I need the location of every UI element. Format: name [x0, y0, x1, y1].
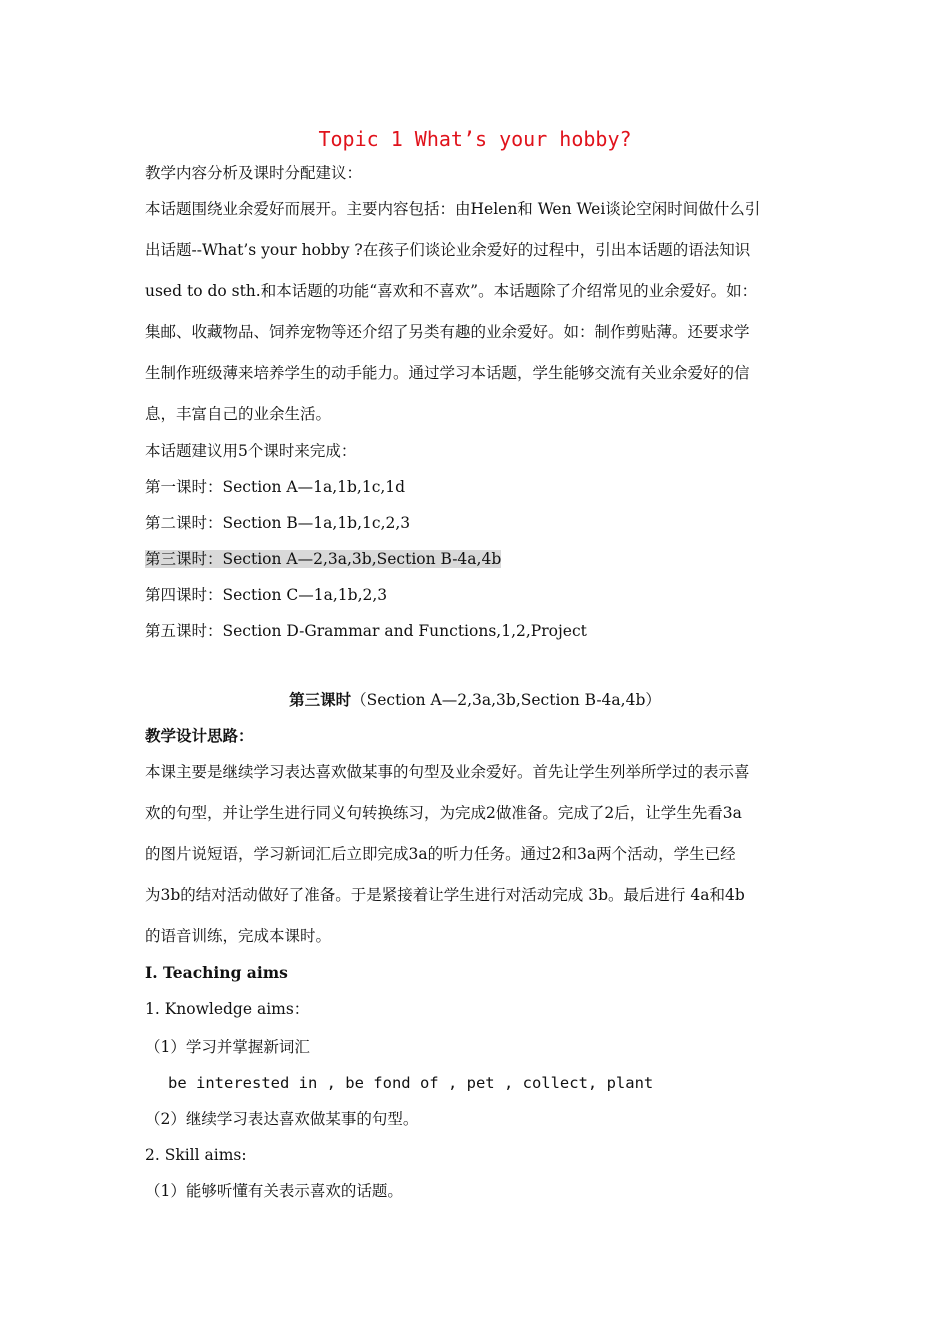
- knowledge-aims-heading: 1. Knowledge aims：: [145, 1000, 310, 1018]
- lesson-heading: [0, 690, 950, 710]
- design-line: 的图片说短语，学习新词汇后立即完成3a的听力任务。通过2和3a两个活动，学生已经: [145, 845, 736, 863]
- skill-aim-item: （1）能够听懂有关表示喜欢的话题。: [145, 1182, 403, 1200]
- lesson-item: 第二课时：Section B—1a,1b,1c,2,3: [145, 514, 411, 532]
- lesson-heading-label: 第三课时: [289, 690, 352, 709]
- design-line: 本课主要是继续学习表达喜欢做某事的句型及业余爱好。首先让学生列举所学过的表示喜: [145, 763, 750, 781]
- design-line: 为3b的结对活动做好了准备。于是紧接着让学生进行对活动完成 3b。最后进行 4a和4b: [145, 886, 745, 904]
- intro-line: used to do sth.和本话题的功能“喜欢和不喜欢”。本话题除了介绍常见的业余爱好。如：: [145, 282, 758, 300]
- page-title: Topic 1 What’s your hobby?: [318, 127, 632, 151]
- intro-line: 出话题--What’s your hobby ?在孩子们谈论业余爱好的过程中，引出本话题的语法知识: [145, 241, 751, 259]
- knowledge-aim-item: （2）继续学习表达喜欢做某事的句型。: [145, 1110, 419, 1128]
- intro-line: 本话题围绕业余爱好而展开。主要内容包括：由Helen和 Wen Wei谈论空闲时间做什么引: [145, 200, 761, 218]
- vocabulary-list: be interested in , be fond of , pet , collect, plant: [168, 1074, 654, 1092]
- knowledge-aim-item: （1）学习并掌握新词汇: [145, 1038, 310, 1056]
- analysis-heading: 教学内容分析及课时分配建议：: [145, 164, 363, 182]
- intro-line: 集邮、收藏物品、饲养宠物等还介绍了另类有趣的业余爱好。如：制作剪贴薄。还要求学: [145, 323, 750, 341]
- lesson-heading-sections: （Section A—2,3a,3b,Section B-4a,4b）: [351, 691, 661, 709]
- lesson-item: 第五课时：Section D-Grammar and Functions,1,2,Project: [145, 622, 587, 640]
- skill-aims-heading: 2. Skill aims:: [145, 1146, 247, 1164]
- teaching-aims-heading: Ⅰ. Teaching aims: [145, 963, 288, 982]
- lesson-item-highlighted: [145, 549, 501, 569]
- design-heading: 教学设计思路：: [145, 726, 254, 745]
- design-line: 欢的句型，并让学生进行同义句转换练习，为完成2做准备。完成了2后，让学生先看3a: [145, 804, 742, 822]
- intro-line: 息，丰富自己的业余生活。: [145, 405, 332, 423]
- lesson-item: 第一课时：Section A—1a,1b,1c,1d: [145, 478, 406, 496]
- design-line: 的语音训练，完成本课时。: [145, 927, 332, 945]
- intro-line: 生制作班级薄来培养学生的动手能力。通过学习本话题，学生能够交流有关业余爱好的信: [145, 364, 750, 382]
- lesson-item: 第四课时：Section C—1a,1b,2,3: [145, 586, 388, 604]
- lesson-count-note: 本话题建议用5个课时来完成：: [145, 442, 357, 460]
- highlighted-text: 第三课时：Section A—2,3a,3b,Section B-4a,4b: [145, 550, 502, 568]
